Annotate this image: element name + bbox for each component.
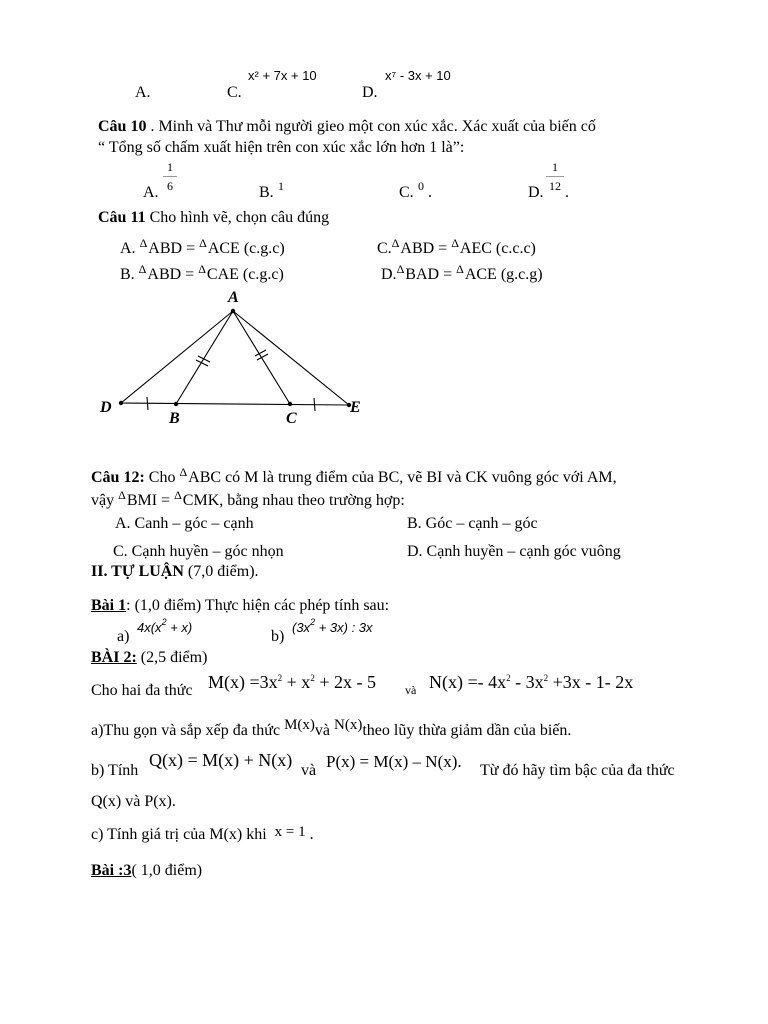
bai2-qb-P [326, 753, 462, 772]
point-D [119, 401, 123, 405]
bai2-qc [91, 826, 314, 844]
q10-option-b-value: 1 [278, 179, 284, 193]
triangle-figure [0, 0, 768, 440]
bai2-qc-dot: . [309, 826, 314, 843]
point-B [174, 402, 178, 406]
triangle-icon: Δ [138, 262, 147, 276]
q10-option-c-dot: . [428, 184, 432, 201]
bai1-a-expr: $4x(x^2 + x)$ [137, 617, 193, 635]
part2-points: (7,0 điểm). [183, 563, 259, 580]
q12-t3: vậy [91, 492, 119, 509]
bai2-qa-N: N(x) [334, 717, 363, 733]
bai2-polynomial-N: $N(x) =- 4x^2 - 3x^2 +3x - 1-$ 2x [429, 672, 634, 692]
triangle-icon: Δ [174, 488, 182, 502]
triangle-icon: Δ [179, 465, 188, 479]
tick-mark-CE [314, 398, 315, 411]
q10-label: Câu 10 [98, 118, 147, 135]
label-B: B [169, 410, 180, 427]
q12-t4: BMI = [126, 492, 175, 509]
bai3-label: Bài :3 [91, 862, 132, 879]
triangle-icon: Δ [451, 236, 459, 250]
bai2-qb-Q: Q(x) = M(x) + N(x) [149, 750, 293, 770]
triangle-icon: Δ [139, 236, 148, 250]
point-A [231, 309, 235, 313]
bai2-qa-text1: a)Thu gọn và sắp xếp đa thức [91, 722, 281, 739]
bai2-qb-P-expr: P(x) = M(x) – N(x). [326, 752, 462, 771]
q9-option-a: A. [135, 84, 151, 101]
q9-option-d-expr: x⁷ - 3x + 10 [385, 68, 451, 83]
bai1-label: Bài 1 [91, 597, 127, 614]
bai2-polynomial-M: $M(x) =3x^2 + x^2 + 2x - 5$ [208, 672, 376, 692]
double-tick-AB-2 [198, 356, 210, 362]
q10-a-den: 6 [167, 179, 173, 193]
bai2-intro: Cho hai đa thức [91, 682, 193, 699]
bai2-qb-va: và [301, 762, 317, 779]
bai1-b-expr: $(3x^2 + 3x)$ : 3x [292, 617, 373, 635]
q10-option-c-value: 0 [418, 179, 424, 193]
q11-d-part1: BAD = [405, 266, 453, 283]
part2-heading [91, 563, 259, 581]
bai2-va: và [405, 683, 417, 697]
q10-option-a: A. [143, 184, 159, 201]
q11-text: Cho hình vẽ, chọn câu đúng [145, 209, 330, 226]
bai2-line [91, 649, 207, 667]
q9-option-c: C. [227, 84, 242, 101]
bai1-b-label: b) [271, 628, 285, 645]
q10-option-b: B. [259, 184, 274, 201]
q11-a-part1: ABD = [148, 240, 196, 257]
bai2-label: BÀI 2: [91, 649, 137, 666]
q11-d-part2: ACE (g.c.g) [464, 266, 543, 283]
q11-c-part1: ABD = [400, 240, 448, 257]
segment-AD [121, 311, 233, 403]
q10-line2: “ Tổng số chấm xuất hiện trên con xúc xắc lớn hơn 1 là”: [98, 139, 465, 156]
q12-option-d: D. Cạnh huyền – cạnh góc vuông [407, 543, 621, 560]
q12-label: Câu 12: [91, 469, 145, 486]
bai2-qb-text2: Từ đó hãy tìm bậc của đa thức [480, 762, 675, 779]
tick-mark-DB [147, 397, 148, 410]
bai2-qa-va: và [314, 722, 330, 739]
q10-option-c: C. [399, 184, 414, 201]
q11-b-part1: ABD = [147, 266, 195, 283]
q10-a-num: 1 [163, 160, 177, 177]
q12-option-b: B. Góc – cạnh – góc [407, 515, 538, 532]
label-E: E [350, 399, 361, 416]
bai3-points: ( 1,0 điểm) [131, 862, 203, 879]
q12-t1: Cho [144, 469, 180, 486]
bai2-qa [91, 717, 572, 740]
q11-a-label: A. [120, 240, 136, 257]
bai2-qb-label: b) Tính [91, 762, 139, 779]
bai2-points: (2,5 điểm) [136, 649, 208, 666]
label-D: D [100, 399, 112, 416]
q11-label: Câu 11 [98, 209, 146, 226]
triangle-icon: Δ [396, 262, 405, 276]
q11-c-label: C. [377, 240, 392, 257]
bai2-qc-text: c) Tính giá trị của M(x) khi [91, 826, 267, 843]
q10-option-d: D. [528, 184, 544, 201]
q11-b-part2: CAE (c.g.c) [206, 266, 284, 283]
triangle-icon: Δ [199, 236, 207, 250]
q10-option-d-dot: . [565, 184, 569, 201]
bai1-line [91, 597, 389, 615]
triangle-icon: Δ [456, 262, 464, 276]
bai1-a-label: a) [117, 628, 130, 645]
q12-t5: CMK, bằng nhau theo trường hợp: [182, 492, 405, 509]
segment-AE [233, 311, 349, 405]
bai2-qc-x: x = 1 [274, 824, 306, 840]
q10-text1: . Minh và Thư mỗi người gieo một con xúc xắc. Xác xuất của biến cố [146, 118, 596, 135]
bai2-qa-M: M(x) [284, 717, 315, 733]
bai2-qa-text2: theo lũy thừa giảm dần của biến. [362, 722, 572, 739]
segment-AB [176, 311, 233, 404]
part2-title: II. TỰ LUẬN [91, 563, 184, 580]
triangle-icon: Δ [118, 488, 126, 502]
q10-d-den: 12 [549, 179, 561, 193]
label-A: A [228, 289, 239, 306]
label-C: C [286, 410, 297, 427]
bai2-qb-text3: Q(x) và P(x). [91, 793, 176, 810]
q9-option-d: D. [362, 84, 378, 101]
q12-option-c: C. Cạnh huyền – góc nhọn [113, 543, 284, 560]
q12-option-a: A. Canh – góc – cạnh [115, 515, 254, 532]
triangle-icon: Δ [198, 262, 206, 276]
q12-line2 [91, 489, 405, 510]
q11-a-part2: ACE (c.g.c) [207, 240, 285, 257]
q11-c-part2: AEC (c.c.c) [459, 240, 536, 257]
q11-b-label: B. [120, 266, 135, 283]
bai1-text: : (1,0 điểm) Thực hiện các phép tính sau: [126, 597, 390, 614]
q11-d-label: D. [381, 266, 397, 283]
q9-option-c-expr: x² + 7x + 10 [248, 68, 317, 83]
q10-d-num: 1 [546, 160, 564, 177]
q12-line1 [91, 466, 617, 487]
triangle-icon: Δ [391, 236, 400, 250]
bai3-line [91, 862, 202, 880]
point-C [288, 402, 292, 406]
q12-t2: ABC có M là trung điểm của BC, vẽ BI và CK vuông góc với AM, [188, 469, 617, 486]
